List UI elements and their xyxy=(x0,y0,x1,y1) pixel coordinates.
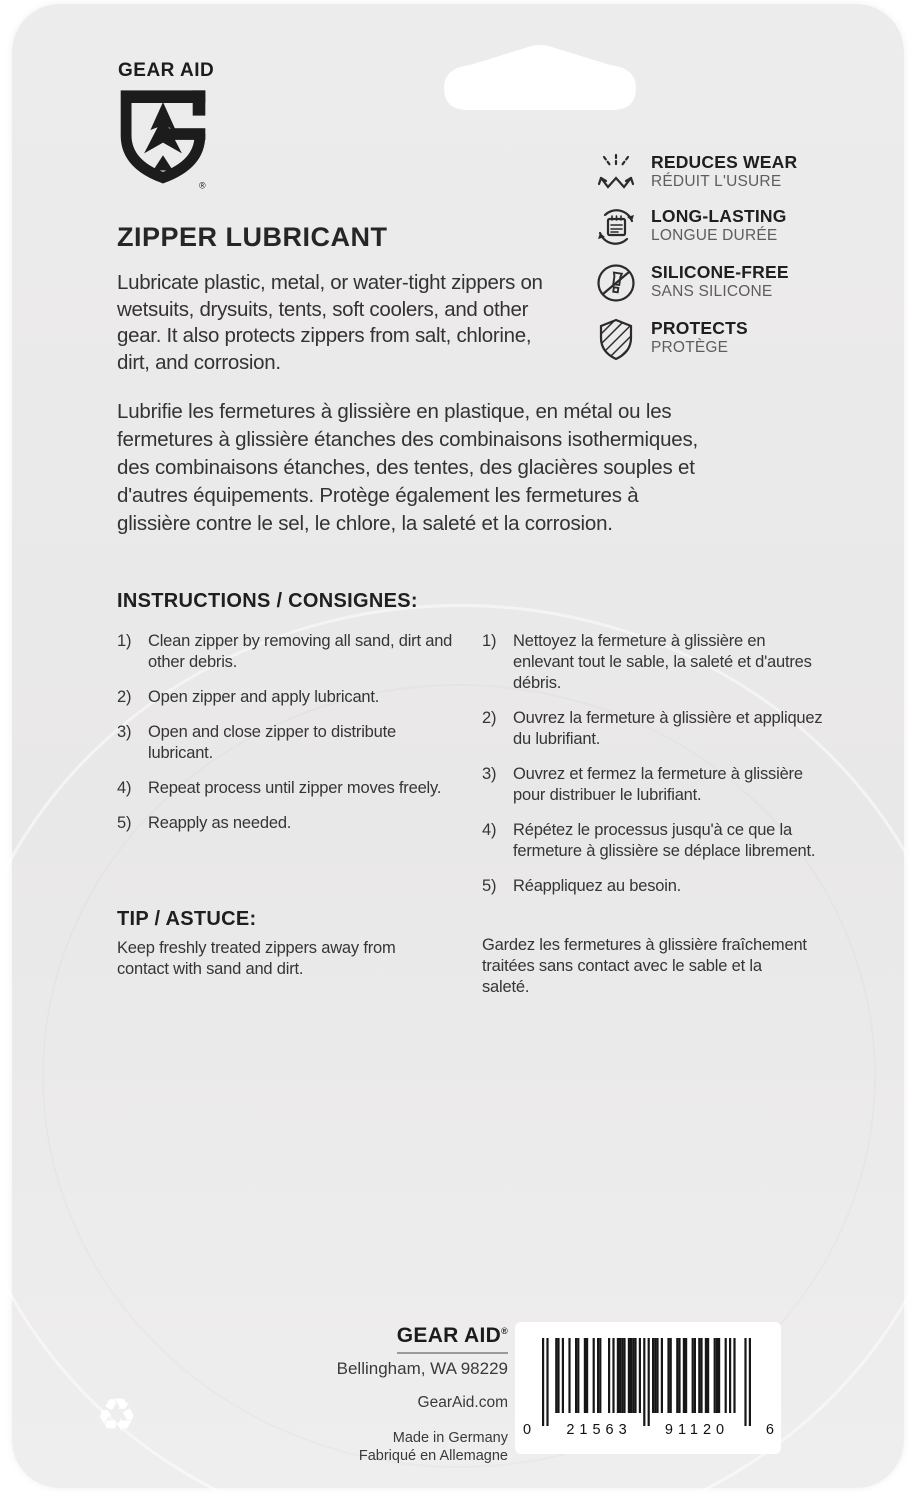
list-item-text: Clean zipper by removing all sand, dirt and other debris. xyxy=(148,632,453,671)
tip-heading: TIP / ASTUCE: xyxy=(117,908,257,930)
gearaid-shield-logo xyxy=(118,86,208,192)
registered-mark: ® xyxy=(199,180,206,191)
list-item-text: Réappliquez au besoin. xyxy=(513,877,682,895)
list-item xyxy=(117,778,457,799)
list-item-number: 1) xyxy=(117,632,132,650)
list-item-number: 5) xyxy=(117,814,132,832)
list-item xyxy=(482,708,830,750)
list-item-text: Open and close zipper to distribute lubricant. xyxy=(148,723,396,762)
list-item xyxy=(117,687,457,708)
list-item xyxy=(482,764,830,806)
package-card xyxy=(12,4,904,1488)
feature-row-reduces-wear xyxy=(593,150,883,200)
footer-website: GearAid.com xyxy=(417,1394,508,1411)
instructions-list-fr xyxy=(482,631,830,911)
product-title: ZIPPER LUBRICANT xyxy=(117,222,388,252)
list-item-text: Répétez le processus jusqu'à ce que la fermeture à glissière se déplace librement. xyxy=(513,821,816,860)
barcode-digit-group1: 21563 xyxy=(566,1422,632,1438)
feature-row-protects xyxy=(593,316,883,366)
product-description-en: Lubricate plastic, metal, or water-tight zippers on wetsuits, drysuits, tents, soft coolers, and other gear. It also protects zippers from salt, chlorine, dirt, and corrosion. xyxy=(117,271,543,374)
feature-subtitle: RÉDUIT L'USURE xyxy=(651,173,782,190)
list-item-number: 2) xyxy=(482,709,497,727)
protects-icon xyxy=(593,316,639,362)
list-item xyxy=(117,631,457,673)
list-item-text: Open zipper and apply lubricant. xyxy=(148,688,380,706)
reduces-wear-icon xyxy=(593,150,639,196)
list-item-number: 3) xyxy=(482,765,497,783)
list-item xyxy=(117,722,457,764)
feature-subtitle: PROTÈGE xyxy=(651,339,729,356)
list-item-number: 4) xyxy=(482,821,497,839)
footer-made-in-fr: Fabriqué en Allemagne xyxy=(358,1448,508,1464)
tip-text-fr: Gardez les fermetures à glissière fraîchement traitées sans contact avec le sable et la saleté. xyxy=(482,936,807,996)
list-item-number: 1) xyxy=(482,632,497,650)
feature-row-silicone-free xyxy=(593,260,883,310)
product-description-fr: Lubrifie les fermetures à glissière en plastique, en métal ou les fermetures à glissière étanches des combinaisons isothermiques, des combinaisons étanches, des tentes, des glacières souples et d'autres équipements. Protège également les fermetures à glissière contre le sel, le chlore, la saleté et la corrosion. xyxy=(117,400,699,535)
recycle-icon: ♻ xyxy=(96,1389,138,1441)
barcode-digit-group2: 91120 xyxy=(664,1422,730,1438)
feature-subtitle: SANS SILICONE xyxy=(651,283,773,300)
footer-made-in: Made in Germany xyxy=(392,1430,508,1446)
feature-title: LONG-LASTING xyxy=(651,206,787,226)
barcode xyxy=(515,1322,781,1454)
barcode-digit-right: 6 xyxy=(765,1422,774,1438)
hang-hole xyxy=(440,44,640,112)
list-item xyxy=(482,876,830,897)
barcode-bars xyxy=(542,1338,751,1426)
list-item-text: Ouvrez la fermeture à glissière et appliquez du lubrifiant. xyxy=(513,709,823,748)
feature-title: SILICONE-FREE xyxy=(651,262,789,282)
list-item-number: 2) xyxy=(117,688,132,706)
barcode-digit-left: 0 xyxy=(523,1422,532,1438)
list-item xyxy=(482,631,830,694)
list-item-text: Ouvrez et fermez la fermeture à glissière pour distribuer le lubrifiant. xyxy=(513,765,803,804)
registered-mark: ® xyxy=(501,1326,508,1336)
long-lasting-icon xyxy=(593,204,639,250)
feature-subtitle: LONGUE DURÉE xyxy=(651,227,778,244)
footer-brand-wordmark: GEAR AID® xyxy=(397,1324,508,1354)
brand-wordmark: GEAR AID xyxy=(118,60,215,81)
list-item-text: Repeat process until zipper moves freely. xyxy=(148,779,442,797)
list-item xyxy=(117,813,457,834)
instructions-heading: INSTRUCTIONS / CONSIGNES: xyxy=(117,590,418,612)
list-item-text: Reapply as needed. xyxy=(148,814,292,832)
feature-row-long-lasting xyxy=(593,204,883,254)
tip-text-en: Keep freshly treated zippers away from contact with sand and dirt. xyxy=(117,939,396,978)
list-item xyxy=(482,820,830,862)
list-item-text: Nettoyez la fermeture à glissière en enlevant tout le sable, la saleté et d'autres débris. xyxy=(513,632,812,692)
feature-title: REDUCES WEAR xyxy=(651,152,798,172)
silicone-free-icon xyxy=(593,260,639,306)
list-item-number: 4) xyxy=(117,779,132,797)
instructions-list-en xyxy=(117,631,457,848)
list-item-number: 3) xyxy=(117,723,132,741)
feature-title: PROTECTS xyxy=(651,318,748,338)
footer-info-block xyxy=(252,1324,508,1465)
footer-address: Bellingham, WA 98229 xyxy=(336,1359,508,1378)
list-item-number: 5) xyxy=(482,877,497,895)
